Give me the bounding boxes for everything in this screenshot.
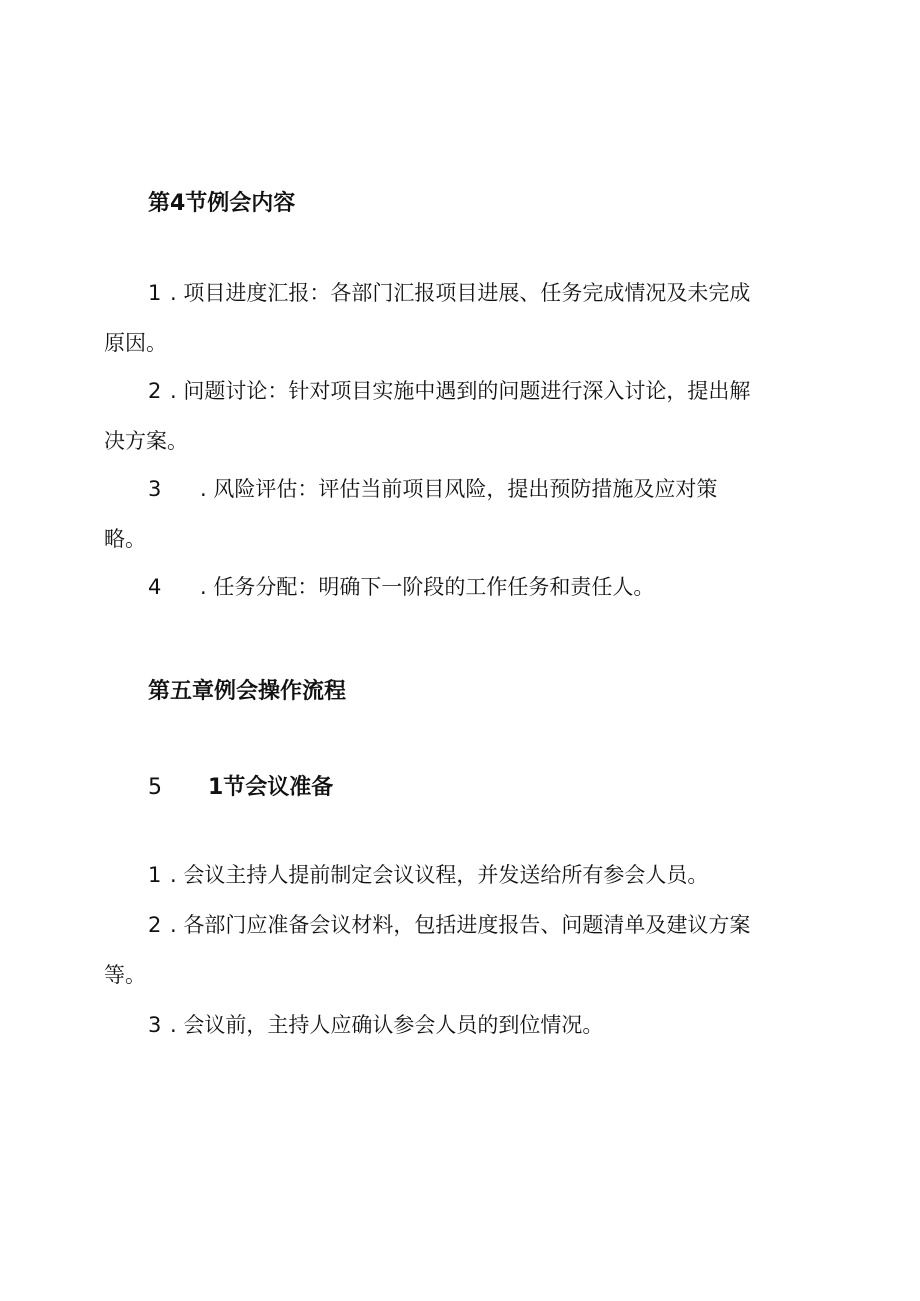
list-item-number: 1 — [148, 281, 162, 305]
section-number: 5 — [148, 775, 162, 800]
list-item-line: 决方案。 — [104, 429, 188, 453]
list-item-number: 4 — [148, 575, 162, 599]
list-item-line — [104, 464, 824, 514]
list-item-number: 1 — [148, 863, 162, 887]
list-item-number: 3 — [148, 1013, 162, 1037]
list-item — [104, 1000, 824, 1050]
list-item-text: . 任务分配：明确下一阶段的工作任务和责任人。 — [200, 575, 655, 599]
list-item-text: . 问题讨论：针对项目实施中遇到的问题进行深入讨论，提出解 — [170, 379, 751, 403]
list-item-number: 2 — [148, 379, 162, 403]
list-item-line — [104, 268, 824, 318]
list-item — [104, 464, 824, 564]
list-item-line — [104, 562, 824, 612]
list-item — [104, 850, 824, 900]
list-item-text: . 会议前，主持人应确认参会人员的到位情况。 — [170, 1013, 604, 1037]
section-heading-4: 第4节例会内容 — [148, 191, 296, 216]
list-item-text: . 会议主持人提前制定会议议程，并发送给所有参会人员。 — [170, 863, 709, 887]
list-item-line — [104, 366, 824, 416]
list-item — [104, 562, 824, 612]
list-item-line: 等。 — [104, 963, 146, 987]
section-heading-5-1 — [148, 770, 333, 801]
list-item-text: . 风险评估：评估当前项目风险，提出预防措施及应对策 — [200, 477, 718, 501]
list-item — [104, 900, 824, 1000]
list-item-line — [104, 900, 824, 950]
list-item-text: . 项目进度汇报：各部门汇报项目进展、任务完成情况及未完成 — [170, 281, 751, 305]
list-item-line: 略。 — [104, 527, 146, 551]
list-item-number: 2 — [148, 913, 162, 937]
chapter-heading-5: 第五章例会操作流程 — [148, 679, 347, 704]
list-item-number: 3 — [148, 477, 162, 501]
list-item — [104, 366, 824, 466]
list-item-line: 原因。 — [104, 331, 167, 355]
list-item-line — [104, 850, 824, 900]
list-item — [104, 268, 824, 368]
list-item-line — [104, 1000, 824, 1050]
list-item-text: . 各部门应准备会议材料，包括进度报告、问题清单及建议方案 — [170, 913, 751, 937]
section-title: 1节会议准备 — [208, 775, 334, 800]
